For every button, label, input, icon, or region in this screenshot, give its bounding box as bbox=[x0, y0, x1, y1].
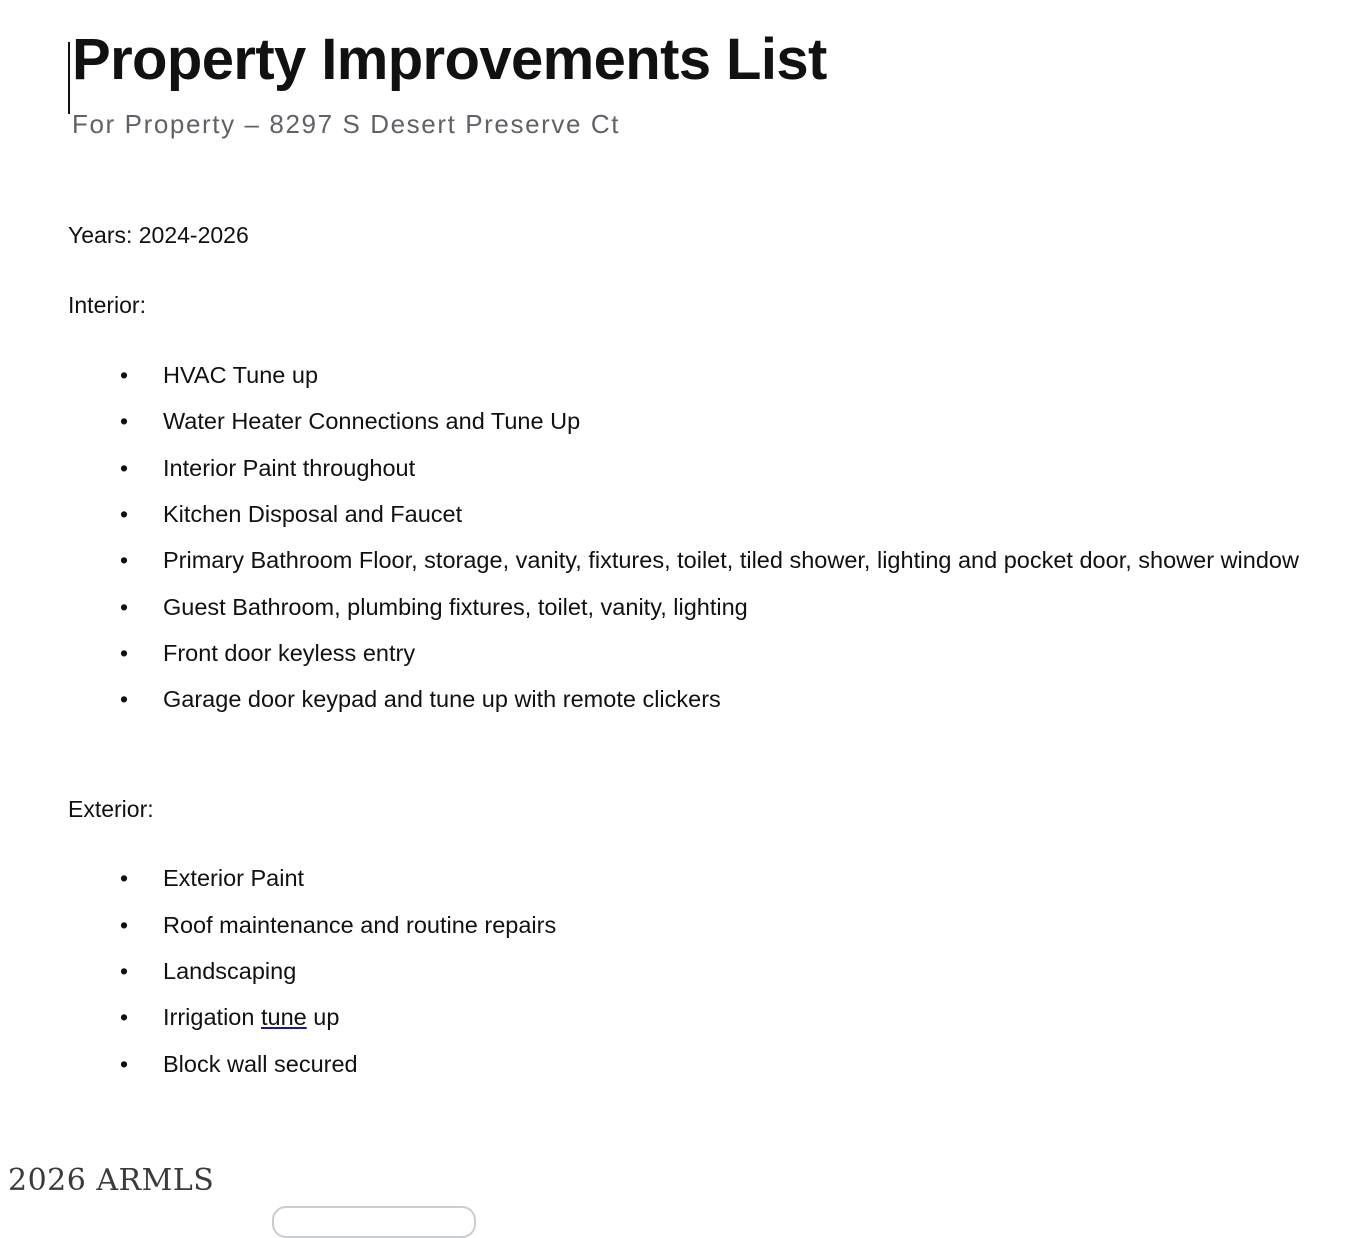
document-body bbox=[68, 218, 1312, 1081]
list-item bbox=[68, 1001, 1312, 1034]
bullet-icon: • bbox=[120, 547, 129, 574]
list-item-label: Front door keyless entry bbox=[163, 640, 416, 667]
spellcheck-word[interactable]: tune bbox=[260, 1004, 307, 1031]
list-item-label: Water Heater Connections and Tune Up bbox=[163, 408, 581, 435]
page-subtitle: For Property – 8297 S Desert Preserve Ct bbox=[72, 108, 621, 139]
list-item bbox=[68, 637, 1312, 670]
list-item-label: Interior Paint throughout bbox=[163, 454, 416, 481]
list-item bbox=[68, 359, 1312, 392]
list-item-label: Garage door keypad and tune up with remote clickers bbox=[163, 686, 721, 713]
bullet-icon: • bbox=[120, 361, 129, 388]
bullet-icon: • bbox=[120, 686, 129, 713]
list-item bbox=[68, 452, 1312, 485]
page-title: Property Improvements List bbox=[72, 27, 827, 92]
list-item bbox=[68, 498, 1312, 531]
list-item bbox=[68, 405, 1312, 438]
list-item-label: Kitchen Disposal and Faucet bbox=[163, 501, 463, 528]
bullet-icon: • bbox=[120, 593, 129, 620]
list-item-label: Landscaping bbox=[163, 958, 297, 985]
bullet-icon: • bbox=[120, 911, 129, 938]
list-item-label: Irrigation bbox=[163, 1004, 261, 1031]
list-item bbox=[68, 591, 1312, 624]
list-item-label: Primary Bathroom Floor, storage, vanity, fixtures, toilet, tiled shower, lighting and pocket door, shower window bbox=[163, 547, 1299, 574]
bullet-icon: • bbox=[120, 1004, 129, 1031]
watermark-label: 2026 ARMLS bbox=[8, 1163, 215, 1198]
list-item bbox=[68, 683, 1312, 716]
years-line: Years: 2024-2026 bbox=[68, 221, 249, 248]
list-item bbox=[68, 862, 1312, 895]
list-item bbox=[68, 1048, 1312, 1081]
bullet-icon: • bbox=[120, 865, 129, 892]
bullet-icon: • bbox=[120, 640, 129, 667]
title-block bbox=[68, 28, 1312, 140]
bullet-icon: • bbox=[120, 958, 129, 985]
bullet-icon: • bbox=[120, 1050, 129, 1077]
exterior-list bbox=[68, 862, 1312, 1081]
list-item-label: Guest Bathroom, plumbing fixtures, toilet, vanity, lighting bbox=[163, 593, 748, 620]
interior-list bbox=[68, 359, 1312, 717]
list-item bbox=[68, 544, 1312, 577]
bullet-icon: • bbox=[120, 501, 129, 528]
list-item-label-tail: up bbox=[306, 1004, 340, 1031]
list-item bbox=[68, 909, 1312, 942]
list-item bbox=[68, 955, 1312, 988]
list-item-label: Block wall secured bbox=[163, 1050, 358, 1077]
interior-heading: Interior: bbox=[68, 292, 146, 319]
bottom-overlay-chip[interactable] bbox=[272, 1206, 476, 1238]
bullet-icon: • bbox=[120, 454, 129, 481]
exterior-heading: Exterior: bbox=[68, 795, 154, 822]
text-cursor bbox=[68, 42, 70, 114]
list-item-label: Roof maintenance and routine repairs bbox=[163, 911, 557, 938]
list-item-label: HVAC Tune up bbox=[163, 361, 319, 388]
section-spacer bbox=[68, 730, 1312, 792]
bullet-icon: • bbox=[120, 408, 129, 435]
list-item-label: Exterior Paint bbox=[163, 865, 305, 892]
